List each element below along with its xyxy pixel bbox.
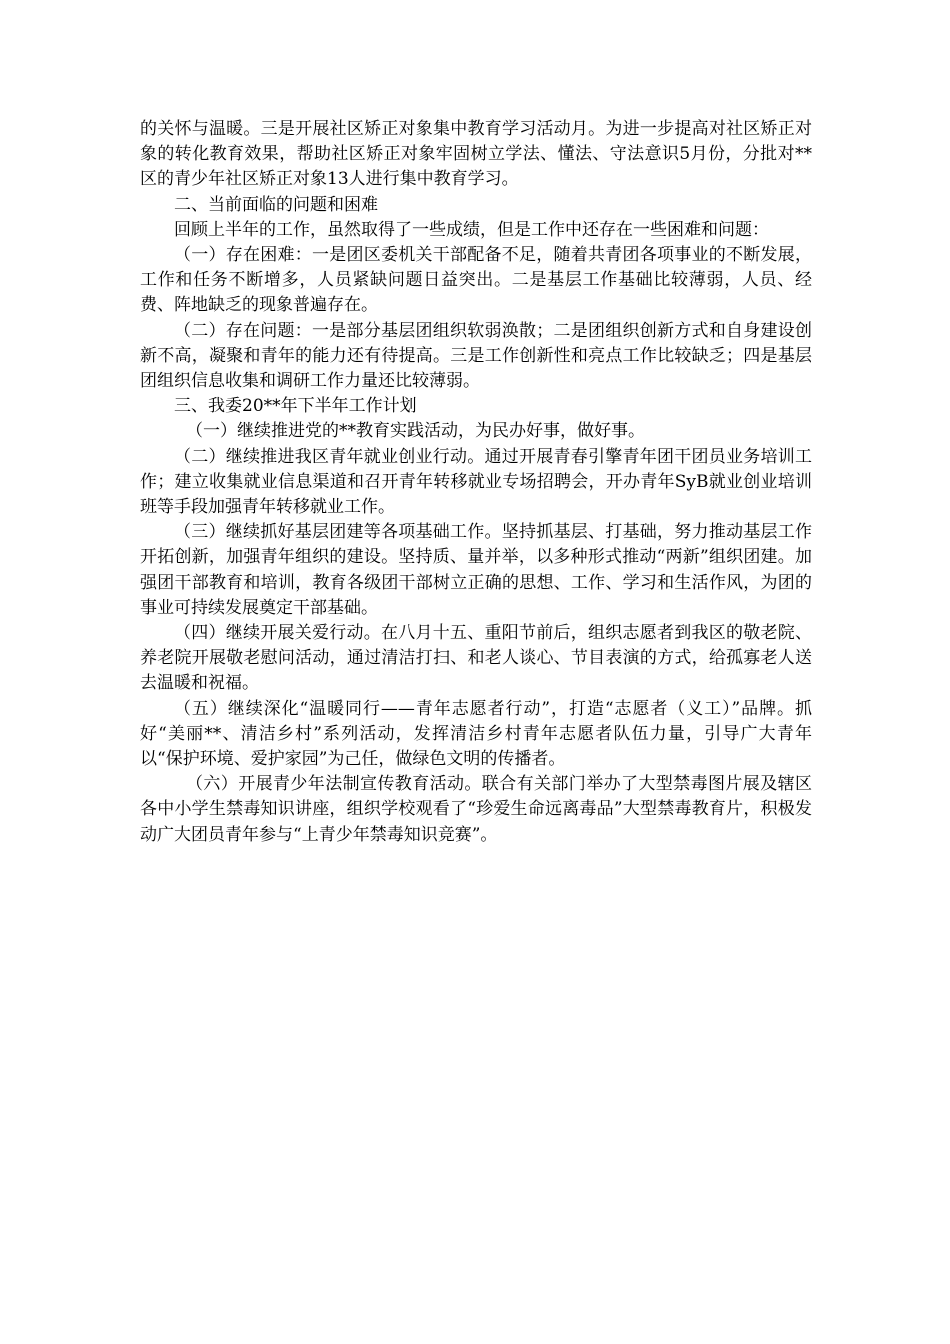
paragraph-difficulties: （一）存在困难：一是团区委机关干部配备不足，随着共青团各项事业的不断发展，工作和任务不断增多，人员紧缺问题日益突出。二是基层工作基础比较薄弱，人员、经费、阵地缺乏的现象普遍存在。 (140, 245, 812, 316)
paragraph-issues: （二）存在问题：一是部分基层团组织软弱涣散；二是团组织创新方式和自身建设创新不高，凝聚和青年的能力还有待提高。三是工作创新性和亮点工作比较缺乏；四是基层团组织信息收集和调研工作力量还比较薄弱。 (140, 320, 812, 392)
plan-item-3: （三）继续抓好基层团建等各项基础工作。坚持抓基层、打基础，努力推动基层工作开拓创新，加强青年组织的建设。坚持质、量并举，以多种形式推动“两新”组织团建。加强团干部教育和培训，教育各级团干部树立正确的思想、工作、学习和生活作风，为团的事业可持续发展奠定干部基础。 (140, 522, 812, 618)
document-body (140, 117, 812, 848)
plan-item-2: （二）继续推进我区青年就业创业行动。通过开展青春引擎青年团干团员业务培训工作；建立收集就业信息渠道和召开青年转移就业专场招聘会，开办青年SyB就业创业培训班等手段加强青年转移就业工作。 (140, 446, 812, 518)
paragraph-continuation: 的关怀与温暖。三是开展社区矫正对象集中教育学习活动月。为进一步提高对社区矫正对象的转化教育效果，帮助社区矫正对象牢固树立学法、懂法、守法意识5月份，分批对**区的青少年社区矫正对象13人进行集中教育学习。 (140, 119, 812, 190)
section-heading-problems: 二、当前面临的问题和困难 (174, 194, 378, 215)
paragraph-review: 回顾上半年的工作，虽然取得了一些成绩，但是工作中还存在一些困难和问题： (174, 219, 769, 240)
plan-item-4: （四）继续开展关爱行动。在八月十五、重阳节前后，组织志愿者到我区的敬老院、养老院开展敬老慰问活动，通过清洁打扫、和老人谈心、节目表演的方式，给孤寡老人送去温暖和祝福。 (140, 623, 812, 694)
plan-item-1: （一）继续推进党的**教育实践活动，为民办好事，做好事。 (186, 421, 645, 442)
plan-item-6: （六）开展青少年法制宣传教育活动。联合有关部门举办了大型禁毒图片展及辖区各中小学生禁毒知识讲座，组织学校观看了“珍爱生命远离毒品”大型禁毒教育片，积极发动广大团员青年参与“上青少年禁毒知识竞赛”。 (140, 774, 812, 845)
section-heading-plan: 三、我委20**年下半年工作计划 (174, 396, 417, 417)
plan-item-5: （五）继续深化“温暖同行——青年志愿者行动”，打造“志愿者（义工）”品牌。抓好“美丽**、清洁乡村”系列活动，发挥清洁乡村青年志愿者队伍力量，引导广大青年以“保护环境、爱护家园”为己任，做绿色文明的传播者。 (140, 698, 812, 770)
